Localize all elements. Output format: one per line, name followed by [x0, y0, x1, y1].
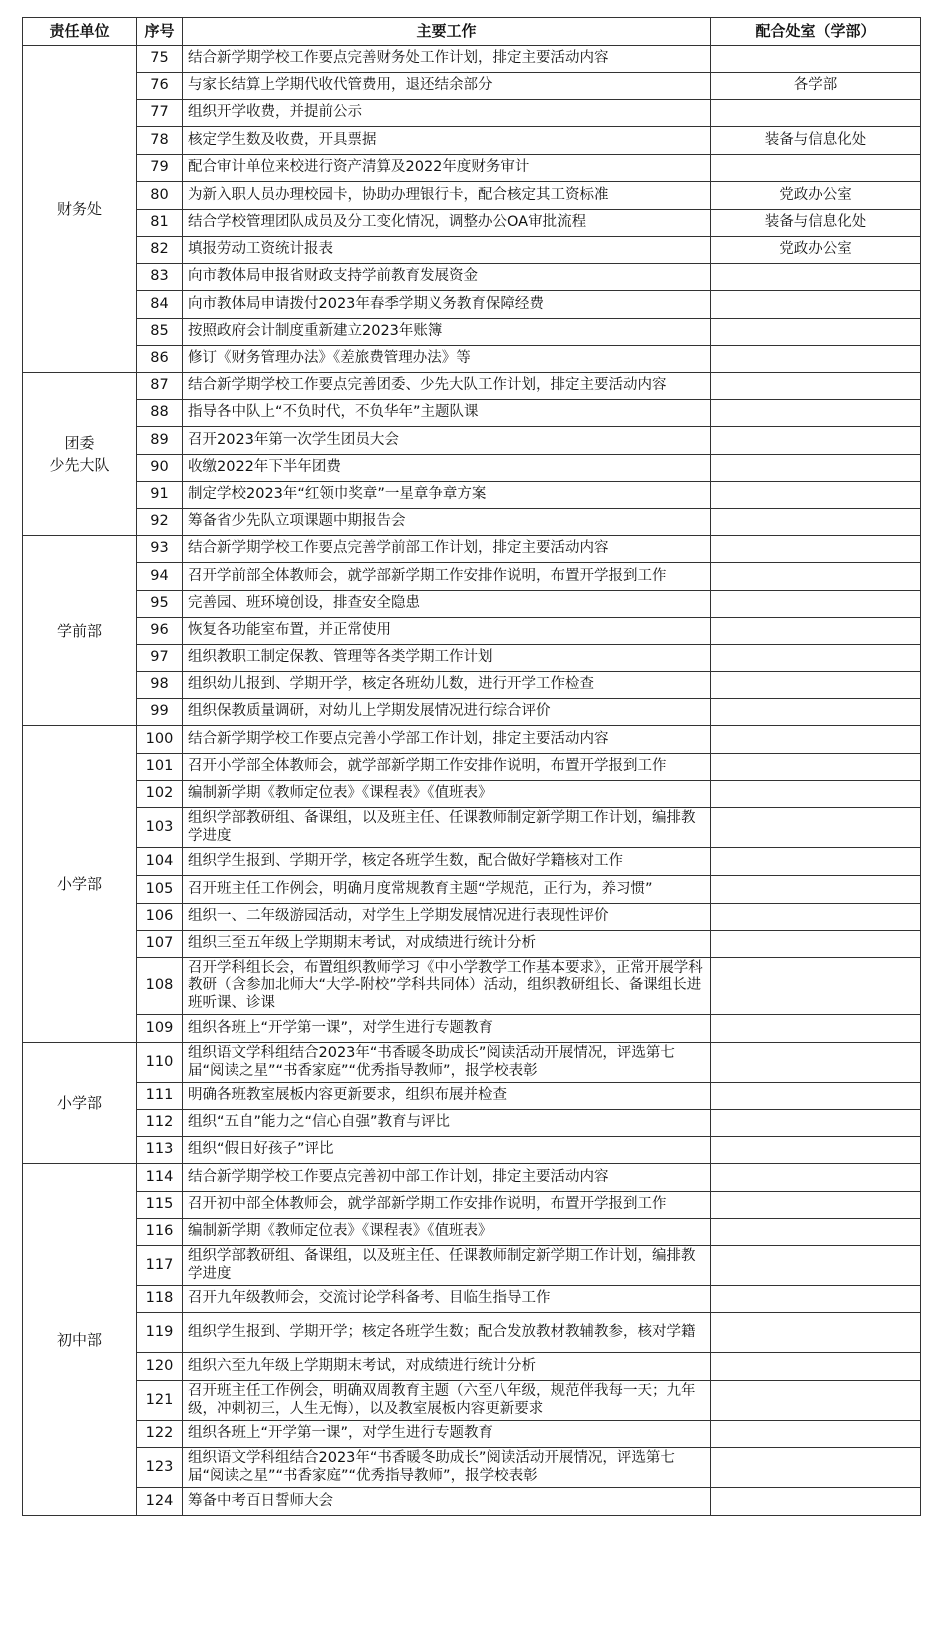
row-number: 97 [137, 645, 183, 672]
row-number: 84 [137, 291, 183, 319]
row-number: 124 [137, 1488, 183, 1516]
row-number: 91 [137, 482, 183, 509]
task-description: 明确各班教室展板内容更新要求，组织布展并检查 [183, 1083, 711, 1110]
task-description: 填报劳动工资统计报表 [183, 237, 711, 264]
row-number: 98 [137, 672, 183, 699]
responsible-unit: 小学部 [23, 1043, 137, 1164]
table-row [23, 618, 921, 645]
cooperating-office: 党政办公室 [711, 237, 921, 264]
table-row [23, 182, 921, 210]
task-description: 召开2023年第一次学生团员大会 [183, 427, 711, 455]
cooperating-office: 装备与信息化处 [711, 210, 921, 237]
header-task: 主要工作 [183, 18, 711, 46]
cooperating-office [711, 591, 921, 618]
cooperating-office [711, 46, 921, 73]
task-description: 组织学生报到、学期开学，核定各班学生数，配合做好学籍核对工作 [183, 848, 711, 876]
row-number: 115 [137, 1192, 183, 1219]
cooperating-office [711, 645, 921, 672]
task-description: 召开九年级教师会，交流讨论学科备考、目临生指导工作 [183, 1286, 711, 1313]
task-description: 召开班主任工作例会，明确月度常规教育主题“学规范，正行为，养习惯” [183, 876, 711, 904]
cooperating-office [711, 618, 921, 645]
cooperating-office [711, 373, 921, 400]
row-number: 106 [137, 904, 183, 931]
task-description: 完善园、班环境创设，排查安全隐患 [183, 591, 711, 618]
cooperating-office [711, 1488, 921, 1516]
cooperating-office [711, 1015, 921, 1043]
cooperating-office [711, 1192, 921, 1219]
task-description: 组织“五自”能力之“信心自强”教育与评比 [183, 1110, 711, 1137]
table-row [23, 958, 921, 1015]
table-row [23, 1448, 921, 1488]
row-number: 105 [137, 876, 183, 904]
table-row [23, 155, 921, 182]
row-number: 79 [137, 155, 183, 182]
task-description: 组织各班上“开学第一课”，对学生进行专题教育 [183, 1421, 711, 1448]
table-row [23, 1488, 921, 1516]
row-number: 90 [137, 455, 183, 482]
row-number: 123 [137, 1448, 183, 1488]
row-number: 81 [137, 210, 183, 237]
cooperating-office [711, 291, 921, 319]
cooperating-office [711, 1381, 921, 1421]
table-row [23, 400, 921, 427]
row-number: 86 [137, 346, 183, 373]
table-row [23, 754, 921, 781]
task-description: 组织学部教研组、备课组，以及班主任、任课教师制定新学期工作计划，编排教学进度 [183, 1246, 711, 1286]
table-row [23, 672, 921, 699]
cooperating-office [711, 1421, 921, 1448]
header-num: 序号 [137, 18, 183, 46]
table-row [23, 291, 921, 319]
task-description: 组织教职工制定保教、管理等各类学期工作计划 [183, 645, 711, 672]
table-row [23, 237, 921, 264]
table-row [23, 591, 921, 618]
table-row [23, 536, 921, 563]
table-row [23, 1110, 921, 1137]
cooperating-office [711, 1313, 921, 1353]
table-row [23, 563, 921, 591]
row-number: 108 [137, 958, 183, 1015]
row-number: 120 [137, 1353, 183, 1381]
row-number: 99 [137, 699, 183, 726]
cooperating-office [711, 672, 921, 699]
cooperating-office [711, 1083, 921, 1110]
row-number: 113 [137, 1137, 183, 1164]
cooperating-office [711, 726, 921, 754]
task-description: 为新入职人员办理校园卡，协助办理银行卡，配合核定其工资标准 [183, 182, 711, 210]
task-description: 结合新学期学校工作要点完善小学部工作计划，排定主要活动内容 [183, 726, 711, 754]
table-row [23, 645, 921, 672]
cooperating-office [711, 455, 921, 482]
table-row [23, 1164, 921, 1192]
responsible-unit: 学前部 [23, 536, 137, 726]
row-number: 116 [137, 1219, 183, 1246]
row-number: 88 [137, 400, 183, 427]
row-number: 80 [137, 182, 183, 210]
row-number: 109 [137, 1015, 183, 1043]
task-description: 与家长结算上学期代收代管费用，退还结余部分 [183, 73, 711, 100]
cooperating-office [711, 848, 921, 876]
task-description: 组织语文学科组结合2023年“书香暖冬助成长”阅读活动开展情况，评选第七届“阅读之星”“书香家庭”“优秀指导教师”，报学校表彰 [183, 1043, 711, 1083]
cooperating-office [711, 808, 921, 848]
task-description: 向市教体局申报省财政支持学前教育发展资金 [183, 264, 711, 291]
row-number: 122 [137, 1421, 183, 1448]
row-number: 101 [137, 754, 183, 781]
task-description: 恢复各功能室布置，并正常使用 [183, 618, 711, 645]
row-number: 96 [137, 618, 183, 645]
task-description: 修订《财务管理办法》《差旅费管理办法》等 [183, 346, 711, 373]
task-description: 组织各班上“开学第一课”，对学生进行专题教育 [183, 1015, 711, 1043]
cooperating-office [711, 1043, 921, 1083]
table-row [23, 264, 921, 291]
cooperating-office [711, 536, 921, 563]
table-row [23, 1137, 921, 1164]
cooperating-office [711, 1164, 921, 1192]
task-description: 组织学部教研组、备课组，以及班主任、任课教师制定新学期工作计划，编排教学进度 [183, 808, 711, 848]
table-row [23, 1381, 921, 1421]
row-number: 114 [137, 1164, 183, 1192]
responsible-unit: 小学部 [23, 726, 137, 1043]
cooperating-office [711, 931, 921, 958]
work-plan-table [22, 17, 921, 1516]
responsible-unit: 财务处 [23, 46, 137, 373]
row-number: 104 [137, 848, 183, 876]
table-row [23, 46, 921, 73]
header-row [23, 18, 921, 46]
task-description: 组织三至五年级上学期期末考试，对成绩进行统计分析 [183, 931, 711, 958]
task-description: 组织一、二年级游园活动，对学生上学期发展情况进行表现性评价 [183, 904, 711, 931]
cooperating-office [711, 904, 921, 931]
row-number: 85 [137, 319, 183, 346]
task-description: 结合新学期学校工作要点完善财务处工作计划，排定主要活动内容 [183, 46, 711, 73]
cooperating-office [711, 264, 921, 291]
task-description: 结合学校管理团队成员及分工变化情况，调整办公OA审批流程 [183, 210, 711, 237]
table-row [23, 373, 921, 400]
cooperating-office [711, 563, 921, 591]
table-row [23, 73, 921, 100]
task-description: 组织开学收费，并提前公示 [183, 100, 711, 127]
task-description: 组织语文学科组结合2023年“书香暖冬助成长”阅读活动开展情况，评选第七届“阅读之星”“书香家庭”“优秀指导教师”，报学校表彰 [183, 1448, 711, 1488]
row-number: 76 [137, 73, 183, 100]
row-number: 93 [137, 536, 183, 563]
cooperating-office [711, 427, 921, 455]
cooperating-office [711, 400, 921, 427]
cooperating-office [711, 1219, 921, 1246]
row-number: 112 [137, 1110, 183, 1137]
table-row [23, 210, 921, 237]
task-description: 结合新学期学校工作要点完善团委、少先大队工作计划，排定主要活动内容 [183, 373, 711, 400]
table-row [23, 1246, 921, 1286]
task-description: 组织“假日好孩子”评比 [183, 1137, 711, 1164]
cooperating-office: 党政办公室 [711, 182, 921, 210]
task-description: 编制新学期《教师定位表》《课程表》《值班表》 [183, 781, 711, 808]
cooperating-office [711, 1110, 921, 1137]
cooperating-office [711, 100, 921, 127]
table-row [23, 1083, 921, 1110]
table-row [23, 1286, 921, 1313]
row-number: 118 [137, 1286, 183, 1313]
task-description: 指导各中队上“不负时代，不负华年”主题队课 [183, 400, 711, 427]
table-row [23, 100, 921, 127]
task-description: 配合审计单位来校进行资产清算及2022年度财务审计 [183, 155, 711, 182]
table-row [23, 509, 921, 536]
task-description: 筹备中考百日誓师大会 [183, 1488, 711, 1516]
row-number: 95 [137, 591, 183, 618]
table-row [23, 876, 921, 904]
cooperating-office [711, 155, 921, 182]
table-row [23, 127, 921, 155]
cooperating-office: 装备与信息化处 [711, 127, 921, 155]
row-number: 102 [137, 781, 183, 808]
cooperating-office [711, 1137, 921, 1164]
cooperating-office [711, 754, 921, 781]
table-row [23, 319, 921, 346]
cooperating-office [711, 1246, 921, 1286]
table-row [23, 808, 921, 848]
table-row [23, 1353, 921, 1381]
cooperating-office [711, 509, 921, 536]
task-description: 组织学生报到、学期开学；核定各班学生数；配合发放教材教辅教参，核对学籍 [183, 1313, 711, 1353]
table-row [23, 726, 921, 754]
table-row [23, 904, 921, 931]
task-description: 核定学生数及收费，开具票据 [183, 127, 711, 155]
table-row [23, 931, 921, 958]
row-number: 83 [137, 264, 183, 291]
task-description: 制定学校2023年“红领巾奖章”一星章争章方案 [183, 482, 711, 509]
cooperating-office [711, 958, 921, 1015]
row-number: 103 [137, 808, 183, 848]
row-number: 111 [137, 1083, 183, 1110]
cooperating-office [711, 876, 921, 904]
header-coop: 配合处室（学部） [711, 18, 921, 46]
row-number: 82 [137, 237, 183, 264]
row-number: 75 [137, 46, 183, 73]
task-description: 召开学前部全体教师会，就学部新学期工作安排作说明，布置开学报到工作 [183, 563, 711, 591]
table-row [23, 1043, 921, 1083]
table-row [23, 848, 921, 876]
task-description: 收缴2022年下半年团费 [183, 455, 711, 482]
table-row [23, 1219, 921, 1246]
table-row [23, 1313, 921, 1353]
header-unit: 责任单位 [23, 18, 137, 46]
row-number: 110 [137, 1043, 183, 1083]
cooperating-office [711, 346, 921, 373]
row-number: 89 [137, 427, 183, 455]
task-description: 组织保教质量调研，对幼儿上学期发展情况进行综合评价 [183, 699, 711, 726]
row-number: 94 [137, 563, 183, 591]
row-number: 119 [137, 1313, 183, 1353]
row-number: 117 [137, 1246, 183, 1286]
task-description: 召开小学部全体教师会，就学部新学期工作安排作说明，布置开学报到工作 [183, 754, 711, 781]
table-row [23, 781, 921, 808]
task-description: 召开学科组长会，布置组织教师学习《中小学教学工作基本要求》，正常开展学科教研（含参加北师大“大学-附校”学科共同体）活动，组织教研组长、备课组长进班听课、诊课 [183, 958, 711, 1015]
table-row [23, 455, 921, 482]
row-number: 121 [137, 1381, 183, 1421]
task-description: 按照政府会计制度重新建立2023年账簿 [183, 319, 711, 346]
task-description: 召开初中部全体教师会，就学部新学期工作安排作说明，布置开学报到工作 [183, 1192, 711, 1219]
task-description: 编制新学期《教师定位表》《课程表》《值班表》 [183, 1219, 711, 1246]
row-number: 77 [137, 100, 183, 127]
cooperating-office [711, 319, 921, 346]
cooperating-office [711, 699, 921, 726]
responsible-unit: 初中部 [23, 1164, 137, 1516]
table-row [23, 346, 921, 373]
row-number: 100 [137, 726, 183, 754]
task-description: 向市教体局申请拨付2023年春季学期义务教育保障经费 [183, 291, 711, 319]
cooperating-office [711, 1286, 921, 1313]
cooperating-office: 各学部 [711, 73, 921, 100]
table-row [23, 1015, 921, 1043]
task-description: 组织幼儿报到、学期开学，核定各班幼儿数，进行开学工作检查 [183, 672, 711, 699]
task-description: 结合新学期学校工作要点完善学前部工作计划，排定主要活动内容 [183, 536, 711, 563]
row-number: 92 [137, 509, 183, 536]
cooperating-office [711, 482, 921, 509]
row-number: 87 [137, 373, 183, 400]
task-description: 召开班主任工作例会，明确双周教育主题（六至八年级，规范伴我每一天；九年级，冲刺初三，人生无悔），以及教室展板内容更新要求 [183, 1381, 711, 1421]
table-row [23, 482, 921, 509]
cooperating-office [711, 1448, 921, 1488]
task-description: 结合新学期学校工作要点完善初中部工作计划，排定主要活动内容 [183, 1164, 711, 1192]
table-row [23, 699, 921, 726]
cooperating-office [711, 1353, 921, 1381]
table-row [23, 1192, 921, 1219]
task-description: 组织六至九年级上学期期末考试，对成绩进行统计分析 [183, 1353, 711, 1381]
responsible-unit: 团委 少先大队 [23, 373, 137, 536]
table-row [23, 427, 921, 455]
row-number: 78 [137, 127, 183, 155]
cooperating-office [711, 781, 921, 808]
task-description: 筹备省少先队立项课题中期报告会 [183, 509, 711, 536]
row-number: 107 [137, 931, 183, 958]
table-row [23, 1421, 921, 1448]
